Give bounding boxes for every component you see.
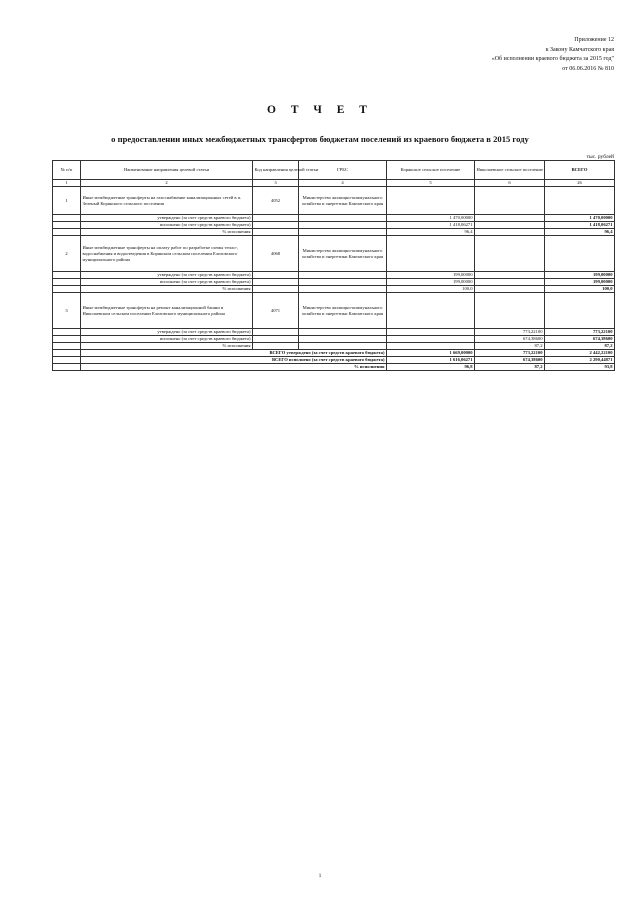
column-number-row <box>53 180 615 187</box>
cell-value: 773,22100 <box>475 350 545 357</box>
item-code: 4068 <box>253 236 299 272</box>
row-label: утверждено (за счет средств краевого бюджета) <box>81 272 253 279</box>
item-name: Иные межбюджетные трансферты на ремонт канализационной башни в Николаевском сельском поселении Елизовского муниципального района <box>81 293 253 329</box>
row-label: исполнено (за счет средств краевого бюджета) <box>81 279 253 286</box>
table-row <box>53 187 615 215</box>
cell-value <box>475 279 545 286</box>
header-cell: Код направления целевой статьи <box>253 161 299 180</box>
header-cell: Корякское сельское поселение <box>387 161 475 180</box>
cell-value: 674,38600 <box>475 357 545 364</box>
table-row <box>53 329 615 336</box>
cell-total: 2 442,22100 <box>545 350 615 357</box>
cell-value <box>387 329 475 336</box>
cell-total: 674,38600 <box>545 336 615 343</box>
row-label: % исполнения <box>81 286 253 293</box>
cell-value: 100,0 <box>387 286 475 293</box>
item-grbs: Министерство жилищно-коммунального хозяйства и энергетики Камчатского края <box>299 293 387 329</box>
column-number: 1 <box>53 180 81 187</box>
cell-value <box>475 222 545 229</box>
cell-total: 1 418,06271 <box>545 222 615 229</box>
table-row <box>53 236 615 272</box>
cell-total: 96,4 <box>545 229 615 236</box>
cell-total: 100,0 <box>545 286 615 293</box>
report-title: О Т Ч Е Т <box>267 104 373 116</box>
column-number: 26 <box>545 180 615 187</box>
cell-total: 773,22100 <box>545 329 615 336</box>
cell-total: 199,00000 <box>545 272 615 279</box>
totals-row <box>53 357 615 364</box>
row-label: исполнено (за счет средств краевого бюджета) <box>81 336 253 343</box>
cell-total: 87,2 <box>545 343 615 350</box>
column-number: 2 <box>81 180 253 187</box>
cell-value: 674,38600 <box>475 336 545 343</box>
cell-value: 199,00000 <box>387 272 475 279</box>
page-number: 1 <box>318 873 322 879</box>
header-cell: Наименование направления целевой статьи <box>81 161 253 180</box>
row-label: утверждено (за счет средств краевого бюджета) <box>81 215 253 222</box>
appendix-note <box>414 36 614 74</box>
cell-value <box>475 229 545 236</box>
column-number: 4 <box>299 180 387 187</box>
cell-value: 1 418,06271 <box>387 222 475 229</box>
item-number: 3 <box>53 293 81 329</box>
cell-total: 93,8 <box>545 364 615 371</box>
item-code: 4071 <box>253 293 299 329</box>
cell-total: 1 470,00000 <box>545 215 615 222</box>
table-row <box>53 215 615 222</box>
appendix-line: Приложение 12 <box>574 37 614 43</box>
table-row <box>53 272 615 279</box>
totals-row <box>53 350 615 357</box>
column-number: 6 <box>475 180 545 187</box>
totals-row <box>53 364 615 371</box>
header-cell: № п/п <box>53 161 81 180</box>
table-row <box>53 336 615 343</box>
appendix-line: от 06.06.2016 № 810 <box>562 65 614 72</box>
row-label: исполнено (за счет средств краевого бюджета) <box>81 222 253 229</box>
item-number: 2 <box>53 236 81 272</box>
cell-value: 199,00000 <box>387 279 475 286</box>
column-number: 3 <box>253 180 299 187</box>
cell-value <box>475 286 545 293</box>
appendix-line: «Об исполнении краевого бюджета за 2015 год" <box>491 56 614 62</box>
cell-value: 96,4 <box>387 229 475 236</box>
cell-value: 1 669,00000 <box>387 350 475 357</box>
cell-value: 96,8 <box>387 364 475 371</box>
table-row <box>53 222 615 229</box>
cell-total: 199,00000 <box>545 279 615 286</box>
item-name: Иные межбюджетные трансферты на газоснабжение канализационных сетей в п. Зеленый Корякского сельского поселения <box>81 187 253 215</box>
totals-label: ВСЕГО утверждено (за счет средств краевого бюджета) <box>81 350 387 357</box>
row-label: % исполнения <box>81 229 253 236</box>
item-grbs: Министерство жилищно-коммунального хозяйства и энергетики Камчатского края <box>299 236 387 272</box>
table-row <box>53 343 615 350</box>
table-row <box>53 286 615 293</box>
cell-value <box>475 272 545 279</box>
header-cell: ГРБС <box>299 161 387 180</box>
table-row <box>53 293 615 329</box>
row-label: % исполнения <box>81 343 253 350</box>
cell-value: 87,2 <box>475 343 545 350</box>
cell-value: 1 470,00000 <box>387 215 475 222</box>
cell-value <box>475 215 545 222</box>
units-label: тыс. рублей <box>586 154 614 160</box>
header-cell: Николаевское сельское поселение <box>475 161 545 180</box>
item-number: 1 <box>53 187 81 215</box>
table-row <box>53 279 615 286</box>
totals-label: ВСЕГО исполнено (за счет средств краевого бюджета) <box>81 357 387 364</box>
item-grbs: Министерство жилищно-коммунального хозяйства и энергетики Камчатского края <box>299 187 387 215</box>
item-code: 4052 <box>253 187 299 215</box>
totals-label: % исполнения <box>81 364 387 371</box>
cell-value <box>387 336 475 343</box>
table-row <box>53 229 615 236</box>
header-cell: ВСЕГО <box>545 161 615 180</box>
table-header-row <box>53 161 615 180</box>
column-number: 5 <box>387 180 475 187</box>
appendix-line: к Закону Камчатского края <box>545 46 614 53</box>
cell-value: 773,22100 <box>475 329 545 336</box>
report-subtitle: о предоставлении иных межбюджетных трансфертов бюджетам поселений из краевого бюджета в 2015 году <box>111 134 529 144</box>
cell-value: 1 616,06271 <box>387 357 475 364</box>
item-name: Иные межбюджетные трансферты на оплату работ по разработке схемы тепло-, водоснабжения и водоотведения в Корякском сельском поселении Елизовского муниципального района <box>81 236 253 272</box>
row-label: утверждено (за счет средств краевого бюджета) <box>81 329 253 336</box>
cell-value <box>387 343 475 350</box>
cell-value: 87,2 <box>475 364 545 371</box>
cell-total: 2 290,44871 <box>545 357 615 364</box>
report-table <box>52 160 615 371</box>
